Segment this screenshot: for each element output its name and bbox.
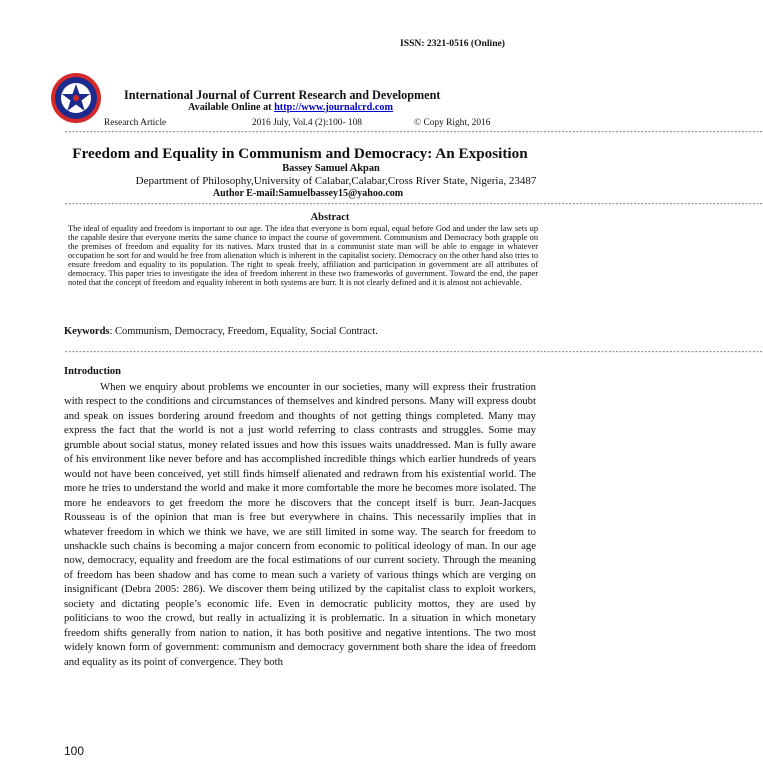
introduction-paragraph: When we enquiry about problems we encounter in our societies, many will express their frustration with respect to the conditions and circumstances of themselves and kindred persons. Many will express doubt and speak on issues bordering around freedom and thoughts of not getting things completed. Many may express the fact that the world is not a just world referring to class contrasts and struggles. Some may grumble about social status, money related issues and how this issues waits unaddressed. Man is fully aware of his environment like never before and has accomplished incredible things which earlier hundreds of years would not have been conceived, yet still finds himself alienated and redrawn from his existential world. The more he tries to understand the world and make it more comfortable the more he becomes more isolated. The more he endeavors to get freedom the more he discovers that the concept itself is burr. Jean-Jacques Rousseau is of the opinion that man is free but everywhere in chains. This necessarily implies that in whatever freedom in which we think we have, we are still limited in some way. The search for freedom to unshackle such chains is becoming a major concern from economic to political ideology of man. In our age now, democracy, equality and freedom are the focal estimations of our current society. Through the meaning of freedom has been shadow and has come to mean such a variety of various things which are verging on insignificant (Debra 2005: 286). We discover them being utilized by the capitalist class to exploit workers, society and dictating people’s economic life. Even in democratic publicity mottos, they are used by politicians to woo the crowd, but really in actualizing it is problematic. In a situation in which monetary freedom shifts generally from nation to nation, it has both positive and negative intentions. The two most widely known form of government: communism and democracy government both share the idea of freedom and equality as its point of convergence. They both [64,381,536,668]
issn-label: ISSN: 2321-0516 (Online) [400,38,506,49]
availability-prefix: Available Online at [188,102,272,113]
availability-line [188,102,393,113]
keywords-line [64,326,544,337]
journal-logo [50,72,102,124]
separator-line: -------------------------------------------------------------------------------------------------------------------------------------------------------------------------------------------------- [64,349,763,357]
separator-line: -------------------------------------------------------------------------------------------------------------------------------------------------------------------------------------------------- [64,129,763,137]
separator-line: -------------------------------------------------------------------------------------------------------------------------------------------------------------------------------------------------- [64,201,763,209]
abstract-heading: Abstract [310,212,350,223]
issue-info: 2016 July, Vol.4 (2):100- 108 [252,118,362,128]
journal-title: International Journal of Current Research and Development [124,88,441,102]
copyright-notice: © Copy Right, 2016 [414,118,491,128]
article-type: Research Article [104,118,167,128]
keywords-list: : Communism, Democracy, Freedom, Equality, Social Contract. [109,326,378,337]
journal-url-link[interactable]: http://www.journalcrd.com [274,102,393,113]
author-email: Author E-mail:Samuelbassey15@yahoo.com [212,188,404,199]
introduction-text [64,380,536,669]
abstract-text: The ideal of equality and freedom is important to our age. The idea that everyone is born equal, equal before God and under the law sets up the capable desire that everyone merits the same chance to impact the course of government. Communism and Democracy both grapple on the premises of freedom and equality for its natives. Marx trusted that in a communist state man will be able to engage in whatever occupation he sort for and would be free from alienation which is inherent in the capitalist society. Democracy on the other hand also tries to ensure freedom and equality to its population. The right to speak freely, affiliation and participation in government are all attributes of democracy. This paper tries to investigate the idea of freedom inherent in these two frameworks of government. Toward the end, the paper noted that the concept of freedom and equality inherent in both systems are burr. It is not clearly defined and it is almost not achievable. [68,224,538,288]
introduction-heading: Introduction [64,366,121,377]
author-name: Bassey Samuel Akpan [282,163,380,174]
paper-title: Freedom and Equality in Communism and Democracy: An Exposition [72,145,528,162]
keywords-label: Keywords [64,326,110,337]
page-number: 100 [64,744,85,758]
author-affiliation: Department of Philosophy,University of Calabar,Calabar,Cross River State, Nigeria, 23487 [135,175,537,187]
